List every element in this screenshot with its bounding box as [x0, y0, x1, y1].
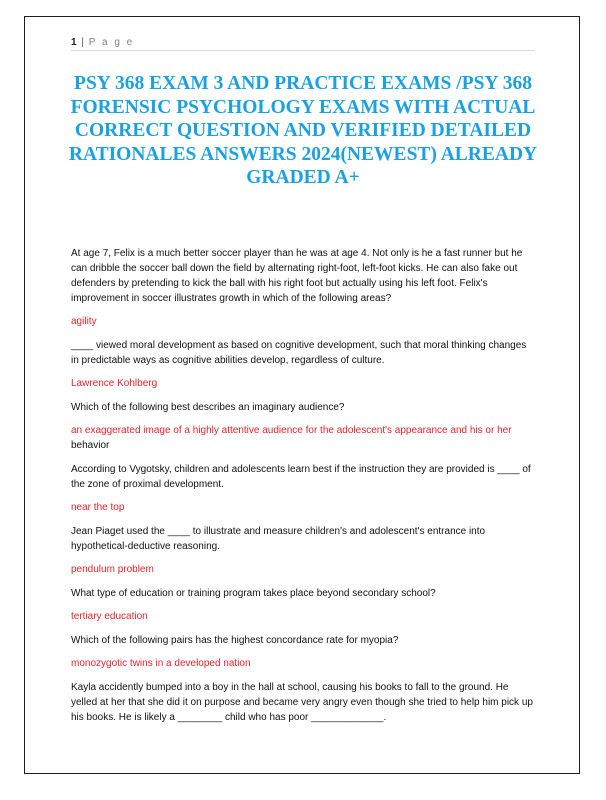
answer-text: agility	[71, 316, 97, 327]
question-text: Which of the following best describes an imaginary audience?	[71, 402, 345, 413]
answer-text: Lawrence Kohlberg	[71, 378, 158, 389]
page-label: P a g e	[88, 37, 135, 48]
question-text: ____ viewed moral development as based on cognitive development, such that moral thinking changes in predictable ways as cognitive abilities develop, regardless of culture.	[71, 340, 527, 366]
answer-text: near the top	[71, 502, 125, 513]
document-title: PSY 368 EXAM 3 AND PRACTICE EXAMS /PSY 368 FORENSIC PSYCHOLOGY EXAMS WITH ACTUAL CORRECT QUESTION AND VERIFIED DETAILED RATIONALES ANSWERS 2024(NEWEST) ALREADY GRADED A+	[68, 73, 538, 188]
question-text: At age 7, Felix is a much better soccer player than he was at age 4. Not only is he a fast runner but he can dribble the soccer ball down the field by alternating right-foot, left-foot kicks. He can also fake out defenders by pretending to kick the ball with his right foot but actually using his left foot. Felix's improvement in soccer illustrates growth in which of the following areas?	[71, 248, 523, 304]
question-text: Jean Piaget used the ____ to illustrate and measure children's and adolescent's entrance into hypothetical-deductive reasoning.	[71, 526, 486, 552]
question-text: According to Vygotsky, children and adolescents learn best if the instruction they are provided is ____ of the zone of proximal development.	[71, 464, 531, 490]
question-text: What type of education or training program takes place beyond secondary school?	[71, 588, 436, 599]
answer-text: monozygotic twins in a developed nation	[71, 658, 251, 669]
question-text: Kayla accidently bumped into a boy in the hall at school, causing his books to fall to the ground. He yelled at her that she did it on purpose and became very angry even though she tried to help him pick up his books. He is likely a ________ child who has poor _____________.	[71, 682, 533, 723]
qa-content	[71, 246, 535, 725]
answer-continuation: behavior	[71, 440, 110, 451]
answer-text: pendulum problem	[71, 564, 154, 575]
question-text: Which of the following pairs has the highest concordance rate for myopia?	[71, 635, 399, 646]
answer-text: tertiary education	[71, 611, 148, 622]
page-header	[71, 36, 535, 51]
header-separator: |	[81, 37, 84, 48]
answer-text: an exaggerated image of a highly attentive audience for the adolescent's appearance and his or her	[71, 425, 512, 436]
page-number: 1	[71, 37, 77, 48]
